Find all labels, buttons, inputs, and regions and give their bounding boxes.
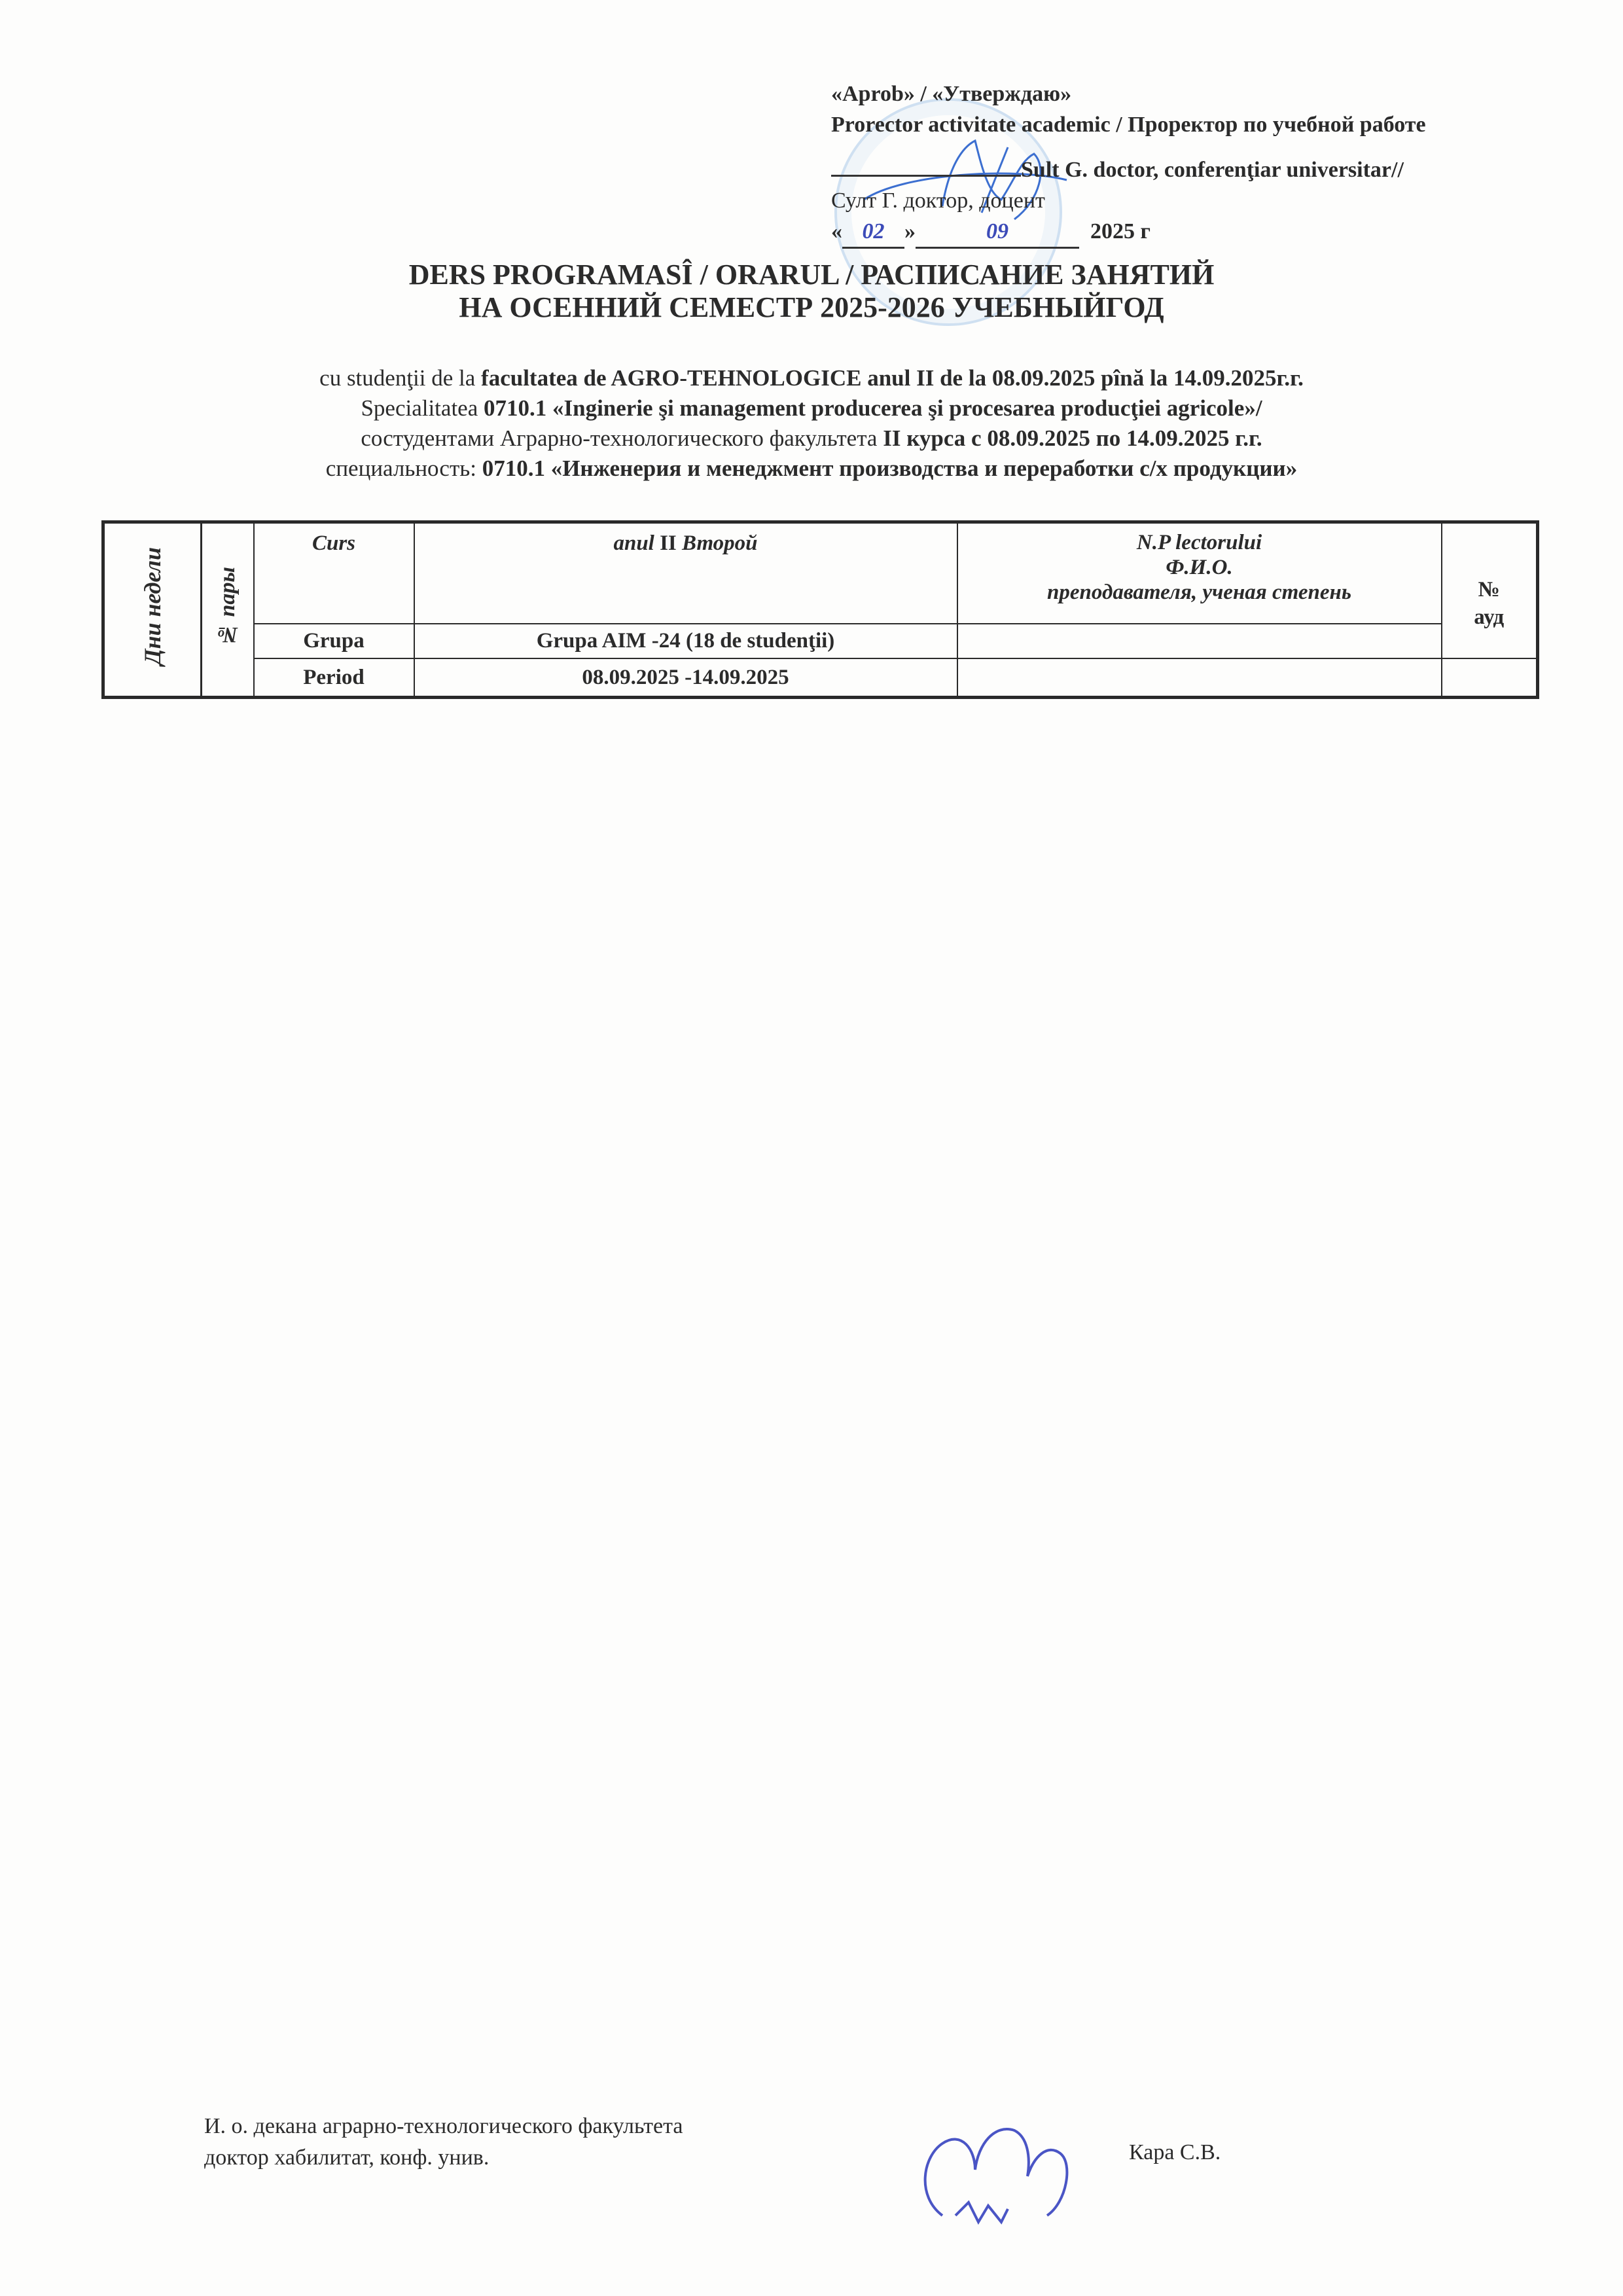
subtitle-line-3: состудентами Аграрно-технологического факультета II курса с 08.09.2025 по 14.09.2025 г.г. <box>361 425 1262 451</box>
prorector-name-ru: Султ Г. доктор, доцент <box>831 188 1045 213</box>
header-days: Дни недели <box>103 522 202 698</box>
dean-signature-icon <box>916 2117 1139 2229</box>
header-row-curs <box>103 522 1538 624</box>
approve-label: «Aprob» / «Утверждаю» <box>831 82 1072 106</box>
approval-date: « 02 » 09 2025 г <box>831 216 1584 249</box>
period-label: Period <box>254 658 414 698</box>
period-value: 08.09.2025 -14.09.2025 <box>414 658 957 698</box>
header-row-group <box>103 624 1538 658</box>
document-title <box>0 259 1623 324</box>
subtitle-line-1: cu studenţii de la facultatea de AGRO-TEHNOLOGICE anul II de la 08.09.2025 pînă la 14.09.2025г.г. <box>319 365 1304 391</box>
dean-name: Кара С.В. <box>1129 2140 1221 2164</box>
header-pair-num: № пары <box>202 522 254 698</box>
prorector-position: Prorector activitate academic / Проректор по учебной работе <box>831 113 1426 137</box>
document-subtitle <box>0 363 1623 484</box>
subtitle-line-2: Specialitatea 0710.1 «Inginerie şi management producerea şi procesarea producţiei agricole»/ <box>361 395 1262 421</box>
approval-block <box>831 79 1584 249</box>
subtitle-line-4: специальность: 0710.1 «Инженерия и менеджмент производства и переработки с/х продукции» <box>325 456 1298 481</box>
title-line-1: DERS PROGRAMASÎ / ORARUL / РАСПИСАНИЕ ЗАНЯТИЙ <box>408 259 1215 291</box>
approval-date-month: 09 <box>916 216 1079 249</box>
header-teacher: N.P lectorului Ф.И.О. преподавателя, ученая степень <box>957 522 1442 624</box>
schedule-table <box>101 520 1539 699</box>
group-label: Grupa <box>254 624 414 658</box>
title-line-2: НА ОСЕННИЙ СЕМЕСТР 2025-2026 УЧЕБНЫЙГОД <box>459 291 1164 323</box>
prorector-name-ro: Sult G. doctor, conferenţiar universitar// <box>1021 158 1404 182</box>
header-year: anul II Второй <box>414 522 957 624</box>
dean-title: И. о. декана аграрно-технологического факультета доктор хабилитат, конф. унив. <box>204 2114 683 2170</box>
approval-date-year: 2025 г <box>1090 219 1150 243</box>
header-room: № ауд <box>1442 522 1538 658</box>
group-value: Grupa AIM -24 (18 de studenţii) <box>414 624 957 658</box>
header-curs: Curs <box>254 522 414 624</box>
approval-date-day: 02 <box>842 216 904 249</box>
header-row-period <box>103 658 1538 698</box>
signature-line <box>831 155 1021 177</box>
